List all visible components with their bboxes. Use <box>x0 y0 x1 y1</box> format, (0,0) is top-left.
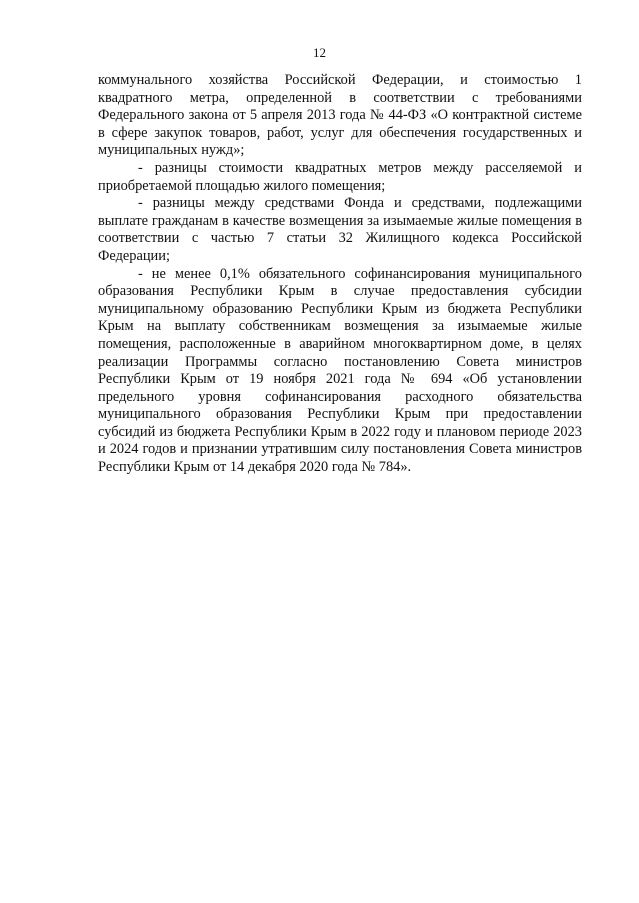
paragraph: - разницы стоимости квадратных метров между расселяемой и приобретаемой площадью жилого помещения; <box>98 159 582 194</box>
page-number: 12 <box>313 45 326 60</box>
paragraph: коммунального хозяйства Российской Федерации, и стоимостью 1 квадратного метра, определенной в соответствии с требованиями Федерального закона от 5 апреля 2013 года № 44-ФЗ «О контрактной системе в сфере закупок товаров, работ, услуг для обеспечения государственных и муниципальных нужд»; <box>98 72 582 159</box>
paragraph: - разницы между средствами Фонда и средствами, подлежащими выплате гражданам в качестве возмещения за изымаемые жилые помещения в соответствии с частью 7 статьи 32 Жилищного кодекса Российской Федерации; <box>98 195 582 264</box>
paragraph: - не менее 0,1% обязательного софинансирования муниципального образования Республики Крым в случае предоставления субсидии муниципальному образованию Республики Крым из бюджета Республики Крым на выплату собственникам возмещения за изымаемые жилые помещения, расположенные в аварийном многоквартирном доме, в целях реализации Программы согласно постановлению Совета министров Республики Крым от 19 ноября 2021 года № 694 «Об установлении предельного уровня софинансирования расходного обязательства муниципального образования Республики Крым при предоставлении субсидий из бюджета Республики Крым в 2022 году и плановом периоде 2023 и 2024 годов и признании утратившим силу постановления Совета министров Республики Крым от 14 декабря 2020 года № 784». <box>98 265 582 476</box>
body-text <box>98 72 582 477</box>
